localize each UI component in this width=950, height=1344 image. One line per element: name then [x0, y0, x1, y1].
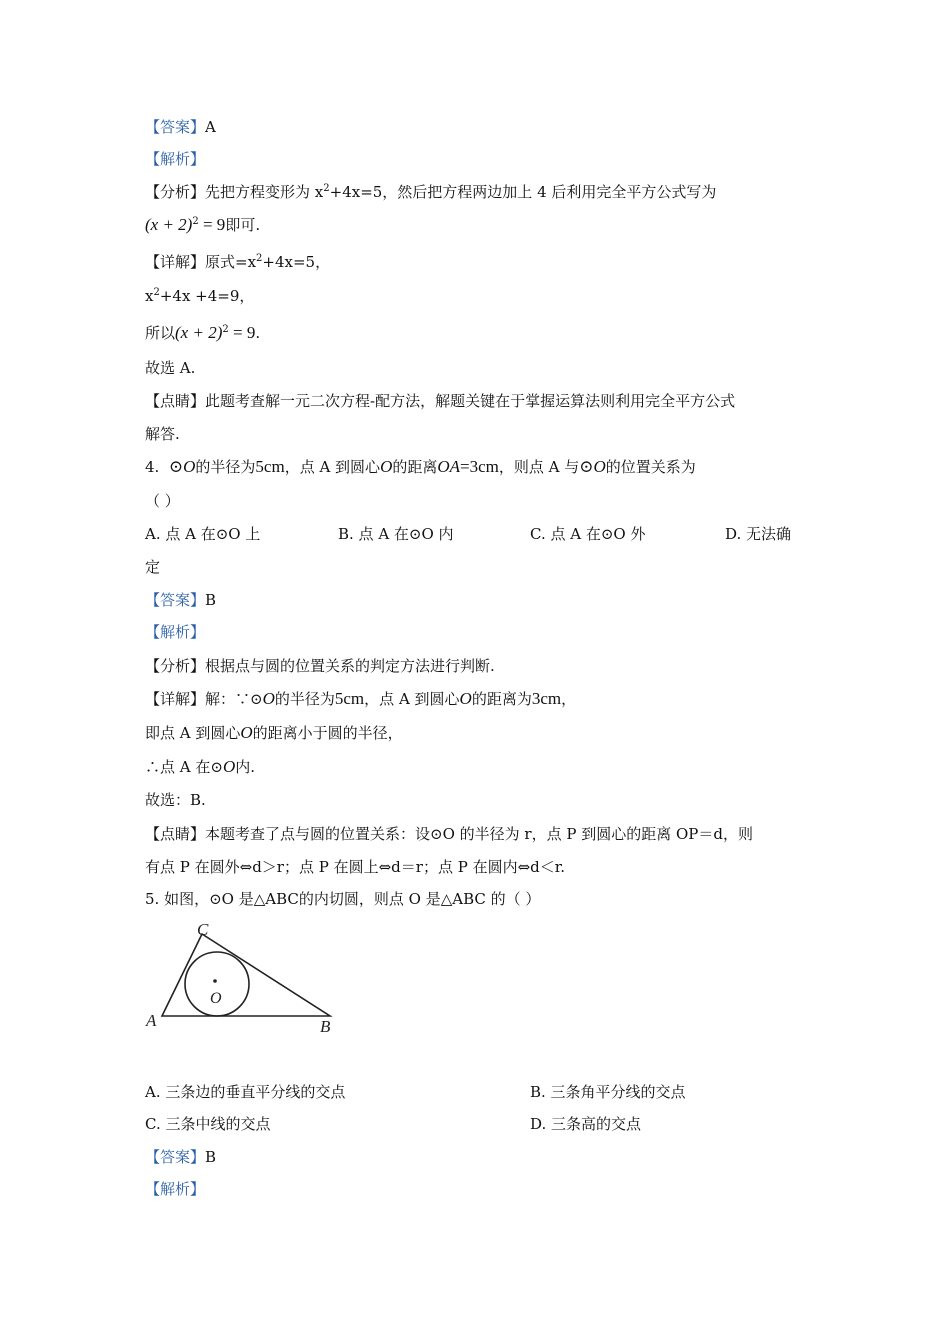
math-o: O — [459, 689, 472, 708]
step3-end: . — [255, 324, 261, 342]
xj-text: ， — [561, 690, 577, 708]
q3-step3-line — [145, 323, 260, 343]
xj-text: 内. — [235, 758, 255, 776]
q5-stem — [145, 889, 540, 909]
option-text: A. 点 A 在⊙O 上 — [145, 525, 261, 543]
step2-text: x — [145, 287, 154, 305]
q4-xj-line-3 — [145, 757, 255, 777]
xj-text: 的距离小于圆的半径， — [252, 724, 403, 742]
q4-fenxi-line — [145, 656, 495, 676]
dianjing-text-2: 有点 P 在圆外⇔d＞r；点 P 在圆上⇔d＝r；点 P 在圆内⇔d＜r. — [145, 858, 566, 876]
q4-answer-line — [145, 590, 216, 610]
stem-text: ，点 A 到圆心 — [284, 458, 381, 476]
q4-option-c — [530, 524, 645, 544]
q3-choose-line — [145, 358, 195, 378]
answer-value: A — [205, 118, 216, 136]
xiangjie-text: 原式=x — [205, 253, 257, 271]
choose-text: 故选 A. — [145, 359, 196, 377]
xj-text: 的半径为 — [274, 690, 335, 708]
option-text: C. 点 A 在⊙O 外 — [530, 525, 646, 543]
circle-symbol: ⊙ — [168, 457, 184, 476]
q3-dianjing-line — [145, 391, 735, 411]
q4-dianjing-line — [145, 824, 753, 844]
question-stem: 5. 如图，⊙O 是△ABC的内切圆，则点 O 是△ABC 的（ ） — [145, 890, 541, 908]
q4-choose-line — [145, 790, 206, 810]
q5-option-a — [145, 1082, 345, 1102]
radius-value: 5cm — [334, 689, 365, 708]
step2-text-2: +4x +4=9， — [159, 287, 255, 305]
q4-option-d — [725, 524, 791, 544]
exponent: 2 — [256, 253, 263, 264]
dianjing-text-2: 解答. — [145, 425, 180, 443]
xj-text: ，点 A 到圆心 — [364, 690, 460, 708]
label-b: B — [320, 1017, 331, 1036]
q3-answer-line — [145, 117, 216, 137]
answer-value: B — [205, 591, 217, 609]
exponent: 2 — [222, 324, 229, 335]
q4-analysis-line — [145, 622, 205, 642]
label-o: O — [210, 990, 222, 1007]
q5-option-d — [530, 1114, 641, 1134]
xiangjie-tag: 【详解】 — [145, 253, 206, 271]
analysis-tag: 【解析】 — [145, 150, 206, 168]
formula-rhs: = 9 — [228, 323, 256, 342]
triangle-abc — [162, 934, 330, 1016]
option-text: D. 三条高的交点 — [530, 1115, 642, 1133]
xj-text: ∴点 A 在⊙ — [145, 758, 223, 776]
option-text: D. 无法确 — [725, 525, 792, 543]
answer-value: B — [205, 1148, 217, 1166]
q4-xiangjie-line — [145, 689, 576, 709]
fenxi-text: 先把方程变形为 x — [205, 183, 324, 201]
analysis-tag: 【解析】 — [145, 1180, 206, 1198]
radius-value: 5cm — [255, 457, 285, 476]
fenxi-end: 即可. — [225, 216, 261, 234]
circle-symbol: ⊙ — [579, 457, 594, 476]
q4-dianjing-line-2 — [145, 857, 565, 877]
center-dot — [213, 979, 217, 983]
exponent: 2 — [192, 216, 199, 227]
q4-option-a — [145, 524, 260, 544]
answer-tag: 【答案】 — [145, 118, 206, 136]
dianjing-tag: 【点睛】 — [145, 392, 206, 410]
dianjing-text: 本题考查了点与圆的位置关系：设⊙O 的半径为 r，点 P 到圆心的距离 OP＝d，则 — [205, 825, 753, 843]
q3-dianjing-line-2 — [145, 424, 180, 444]
answer-blank: （ ） — [145, 492, 180, 510]
answer-tag: 【答案】 — [145, 1148, 206, 1166]
q3-xiangjie-line — [145, 252, 330, 272]
stem-text: 的半径为 — [195, 458, 256, 476]
stem-text: 的位置关系为 — [605, 458, 696, 476]
math-o: O — [240, 723, 253, 742]
math-o: O — [380, 457, 393, 476]
q3-step2-line — [145, 286, 254, 306]
label-a: A — [146, 1011, 157, 1030]
exponent: 2 — [323, 183, 330, 194]
q3-analysis-line — [145, 149, 205, 169]
incircle-figure — [140, 915, 350, 1045]
q4-xj-line-2 — [145, 723, 403, 743]
q3-fenxi-formula-line — [145, 215, 260, 235]
formula: (x + 2) — [145, 215, 193, 234]
fenxi-text-2: +4x=5，然后把方程两边加上 4 后利用完全平方公式写为 — [329, 183, 717, 201]
xj-text: 解：∵⊙ — [205, 690, 263, 708]
math-o: O — [222, 757, 236, 776]
xiangjie-text-2: +4x=5， — [262, 253, 331, 271]
fenxi-tag: 【分析】 — [145, 657, 206, 675]
analysis-tag: 【解析】 — [145, 623, 206, 641]
option-text: B. 点 A 在⊙O 内 — [338, 525, 454, 543]
step3-prefix: 所以 — [145, 324, 176, 342]
option-text: B. 三条角平分线的交点 — [530, 1083, 686, 1101]
fenxi-tag: 【分析】 — [145, 183, 206, 201]
option-text: C. 三条中线的交点 — [145, 1115, 271, 1133]
q4-option-b — [338, 524, 454, 544]
xj-text: 即点 A 到圆心 — [145, 724, 241, 742]
question-number: 4. — [145, 458, 160, 476]
option-text: 定 — [145, 558, 161, 576]
xiangjie-tag: 【详解】 — [145, 690, 206, 708]
answer-tag: 【答案】 — [145, 591, 206, 609]
xj-text: 的距离为 — [471, 690, 532, 708]
q3-fenxi-line — [145, 182, 716, 202]
q5-analysis-line — [145, 1179, 205, 1199]
dianjing-text: 此题考查解一元二次方程-配方法，解题关键在于掌握运算法则利用完全平方公式 — [205, 392, 736, 410]
math-oa: OA — [437, 457, 461, 476]
math-o: O — [262, 689, 275, 708]
q5-option-c — [145, 1114, 270, 1134]
q5-answer-line — [145, 1147, 216, 1167]
dianjing-tag: 【点睛】 — [145, 825, 206, 843]
stem-text: ，则点 A 与 — [498, 458, 580, 476]
q4-paren — [145, 491, 180, 511]
exponent: 2 — [153, 287, 160, 298]
math-o: O — [593, 457, 606, 476]
distance-value: 3cm — [531, 689, 562, 708]
q4-stem — [145, 457, 696, 477]
formula-rhs: = 9 — [198, 215, 226, 234]
q4-option-d-cont — [145, 557, 160, 577]
option-text: A. 三条边的垂直平分线的交点 — [145, 1083, 346, 1101]
formula: (x + 2) — [175, 323, 223, 342]
stem-text: 的距离 — [392, 458, 438, 476]
q5-option-b — [530, 1082, 686, 1102]
fenxi-text: 根据点与圆的位置关系的判定方法进行判断. — [205, 657, 495, 675]
distance-value: =3cm — [460, 457, 499, 476]
label-c: C — [197, 920, 209, 939]
math-o: O — [183, 457, 196, 476]
choose-text: 故选：B. — [145, 791, 206, 809]
